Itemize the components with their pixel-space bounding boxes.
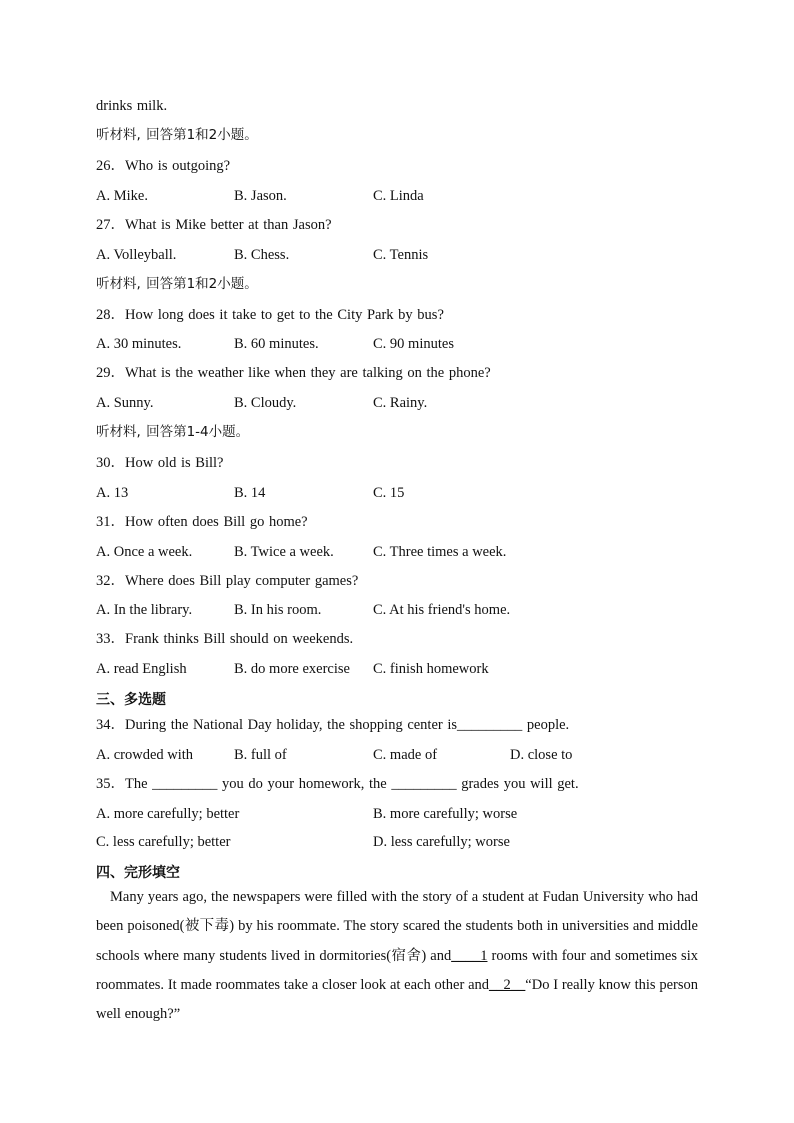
options-28	[96, 335, 706, 353]
option-d: D. less carefully; worse	[373, 834, 510, 850]
option-a: A. Once a week.	[96, 544, 193, 560]
question-35: 35．The _________ you do your homework, the _________ grades you will get.	[96, 776, 579, 792]
option-a: A. 13	[96, 485, 129, 501]
instruction-line: 听材料, 回答第1和2小题。	[96, 276, 258, 292]
question-33: 33．Frank thinks Bill should on weekends.	[96, 631, 354, 647]
option-a: A. crowded with	[96, 747, 194, 763]
question-28: 28．How long does it take to get to the City Park by bus?	[96, 307, 444, 323]
blank-2: __2__	[489, 976, 526, 993]
option-d: D. close to	[510, 747, 573, 763]
option-b: B. 14	[234, 485, 266, 501]
instruction-line: 听材料, 回答第1和2小题。	[96, 127, 258, 143]
option-c: C. made of	[373, 747, 438, 763]
option-b: B. do more exercise	[234, 661, 350, 677]
option-c: C. 90 minutes	[373, 336, 454, 352]
option-c: C. less carefully; better	[96, 834, 231, 850]
option-b: B. full of	[234, 747, 287, 763]
question-34: 34．During the National Day holiday, the shopping center is_________ people.	[96, 717, 570, 733]
option-c: C. Tennis	[373, 247, 429, 263]
option-c: C. Three times a week.	[373, 544, 507, 560]
options-34	[96, 746, 706, 764]
option-a: A. Volleyball.	[96, 247, 177, 263]
options-30	[96, 484, 706, 502]
option-b: B. 60 minutes.	[234, 336, 319, 352]
blank-1: ____1	[451, 947, 488, 964]
options-31	[96, 543, 706, 561]
passage-text: “Do I really know this person well enough?”	[96, 976, 698, 1023]
option-b: B. Chess.	[234, 247, 290, 263]
option-c: C. Linda	[373, 188, 424, 204]
passage-text: rooms with four and sometimes six roommates. It made roommates take a closer look at each other and	[96, 947, 698, 993]
option-a: A. In the library.	[96, 602, 193, 618]
options-35-cd	[96, 833, 706, 851]
option-a: A. 30 minutes.	[96, 336, 182, 352]
question-32: 32．Where does Bill play computer games?	[96, 573, 359, 589]
options-32	[96, 601, 706, 619]
option-a: A. more carefully; better	[96, 806, 240, 822]
text-line: drinks milk.	[96, 98, 168, 114]
instruction-line: 听材料, 回答第1-4小题。	[96, 424, 250, 440]
option-c: C. 15	[373, 485, 405, 501]
question-27: 27．What is Mike better at than Jason?	[96, 217, 332, 233]
question-29: 29．What is the weather like when they are talking on the phone?	[96, 365, 491, 381]
question-31: 31．How often does Bill go home?	[96, 514, 308, 530]
option-b: B. more carefully; worse	[373, 806, 518, 822]
option-a: A. Mike.	[96, 188, 148, 204]
option-c: C. Rainy.	[373, 395, 428, 411]
option-b: B. Cloudy.	[234, 395, 297, 411]
option-c: C. At his friend's home.	[373, 602, 511, 618]
option-b: B. Twice a week.	[234, 544, 334, 560]
option-a: A. read English	[96, 661, 187, 677]
cloze-passage	[96, 883, 698, 1029]
option-b: B. Jason.	[234, 188, 287, 204]
options-33	[96, 660, 706, 678]
options-26	[96, 187, 706, 205]
section-heading: 四、完形填空	[96, 865, 180, 881]
option-c: C. finish homework	[373, 661, 489, 677]
options-29	[96, 394, 706, 412]
options-35-ab	[96, 805, 706, 823]
question-26: 26．Who is outgoing?	[96, 158, 231, 174]
question-30: 30．How old is Bill?	[96, 455, 224, 471]
section-heading: 三、多选题	[96, 692, 166, 708]
option-a: A. Sunny.	[96, 395, 154, 411]
options-27	[96, 246, 706, 264]
option-b: B. In his room.	[234, 602, 322, 618]
passage-text: Many years ago, the newspapers were filled with the story of a student at Fudan University who had been poisoned(被下毒) by his roommate. The story scared the students both in universities and middle schools where many students lived in dormitories(宿舍) and	[96, 889, 698, 964]
